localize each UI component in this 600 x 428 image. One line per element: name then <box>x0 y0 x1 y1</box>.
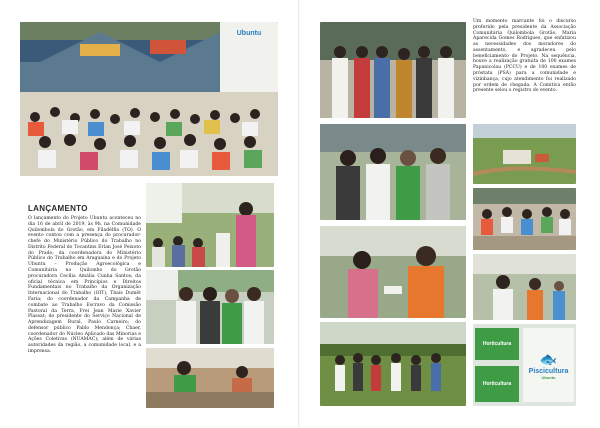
photo-health-worker <box>320 226 466 318</box>
photo-group-standing <box>320 22 466 118</box>
ubuntu-banner-text: Ubuntu <box>236 29 262 37</box>
photo-seated-crowd <box>473 188 576 250</box>
piscicultura-banner-text: Piscicultura <box>528 367 569 375</box>
piscicultura-banner <box>523 328 574 402</box>
photo-field-walk <box>320 322 466 406</box>
fish-icon: 🐟 <box>539 350 558 367</box>
photo-group-four <box>146 270 274 344</box>
ubuntu-banner <box>222 26 276 40</box>
launch-body-text: O lançamento do Projeto Ubuntu aconteceu no dia 16 de abril de 2019, às 9h, na Comunidade Quilombola do Grotão, em Filadélfia (TO). O evento contou com a presença do procurador-chefe do Ministério Público do Trabalho no Distrito Federal do Tocantins Erlan José Peixoto do Prado; da coordenadora do Ministério Público do Trabalho em Araguaína e do Projeto Ubuntu – Produção Agroecológica e Comunitária no Quilombo do Grotão procuradora Cecília Amália Cunha Santos; da oficial técnica em Princípios e Direitos Fundamentais no Trabalho da Organização Internacional do Trabalho (OIT), Thaís Dumêt Faria; do coordenador da Campanha de combate ao Trabalho Escravo da Comissão Pastoral da Terra, Frei Jean Marie Xavier Plassat; do presidente do Serviço Nacional de Aprendizagem Rural, Paulo Carneiro; do defensor público Pablo Mendonça; Chaer, coordenador do Núcleo Aplicado das Minorias e Ações Coletivas (NUAMAC); além de várias autoridades da região, a comunidade local, e a imprensa. <box>28 216 141 354</box>
horticultura-banner-bottom-text: Horticultura <box>482 381 512 387</box>
photo-speaker-podium <box>146 348 274 408</box>
section-heading: LANÇAMENTO <box>28 204 88 213</box>
right-page <box>300 0 600 428</box>
photo-child-exam <box>473 254 576 320</box>
photo-aerial-view <box>473 124 576 184</box>
horticultura-banner-top-text: Horticultura <box>482 341 512 347</box>
piscicultura-ubuntu-text: Ubuntu <box>541 374 556 380</box>
horticultura-banner-bottom <box>475 366 519 402</box>
photo-project-banners <box>473 324 576 406</box>
photo-four-people <box>320 124 466 220</box>
photo-speaker-woman <box>146 183 274 267</box>
horticultura-banner-top <box>475 328 519 360</box>
photo-launch-crowd <box>20 22 278 176</box>
speech-body-text: Um momento marcante foi o discurso proferido pela presidente da Associação Comunitária Quilombola Grotão, Maria Aparecida Gomes Rodrigues, que enfatizou as necessidades dos moradores do assentamento, e agradeceu pelo beneficiamento do Projeto. Na sequência, houve a realização gratuita de 100 exames Papanicolau (PCCU) e de 100 exames de próstata (PSA) para a comunidade e vizinhança, cujo atendimento foi realizado por ordem de chegada. A Comitiva então presente selou o registro do evento. <box>473 19 576 94</box>
